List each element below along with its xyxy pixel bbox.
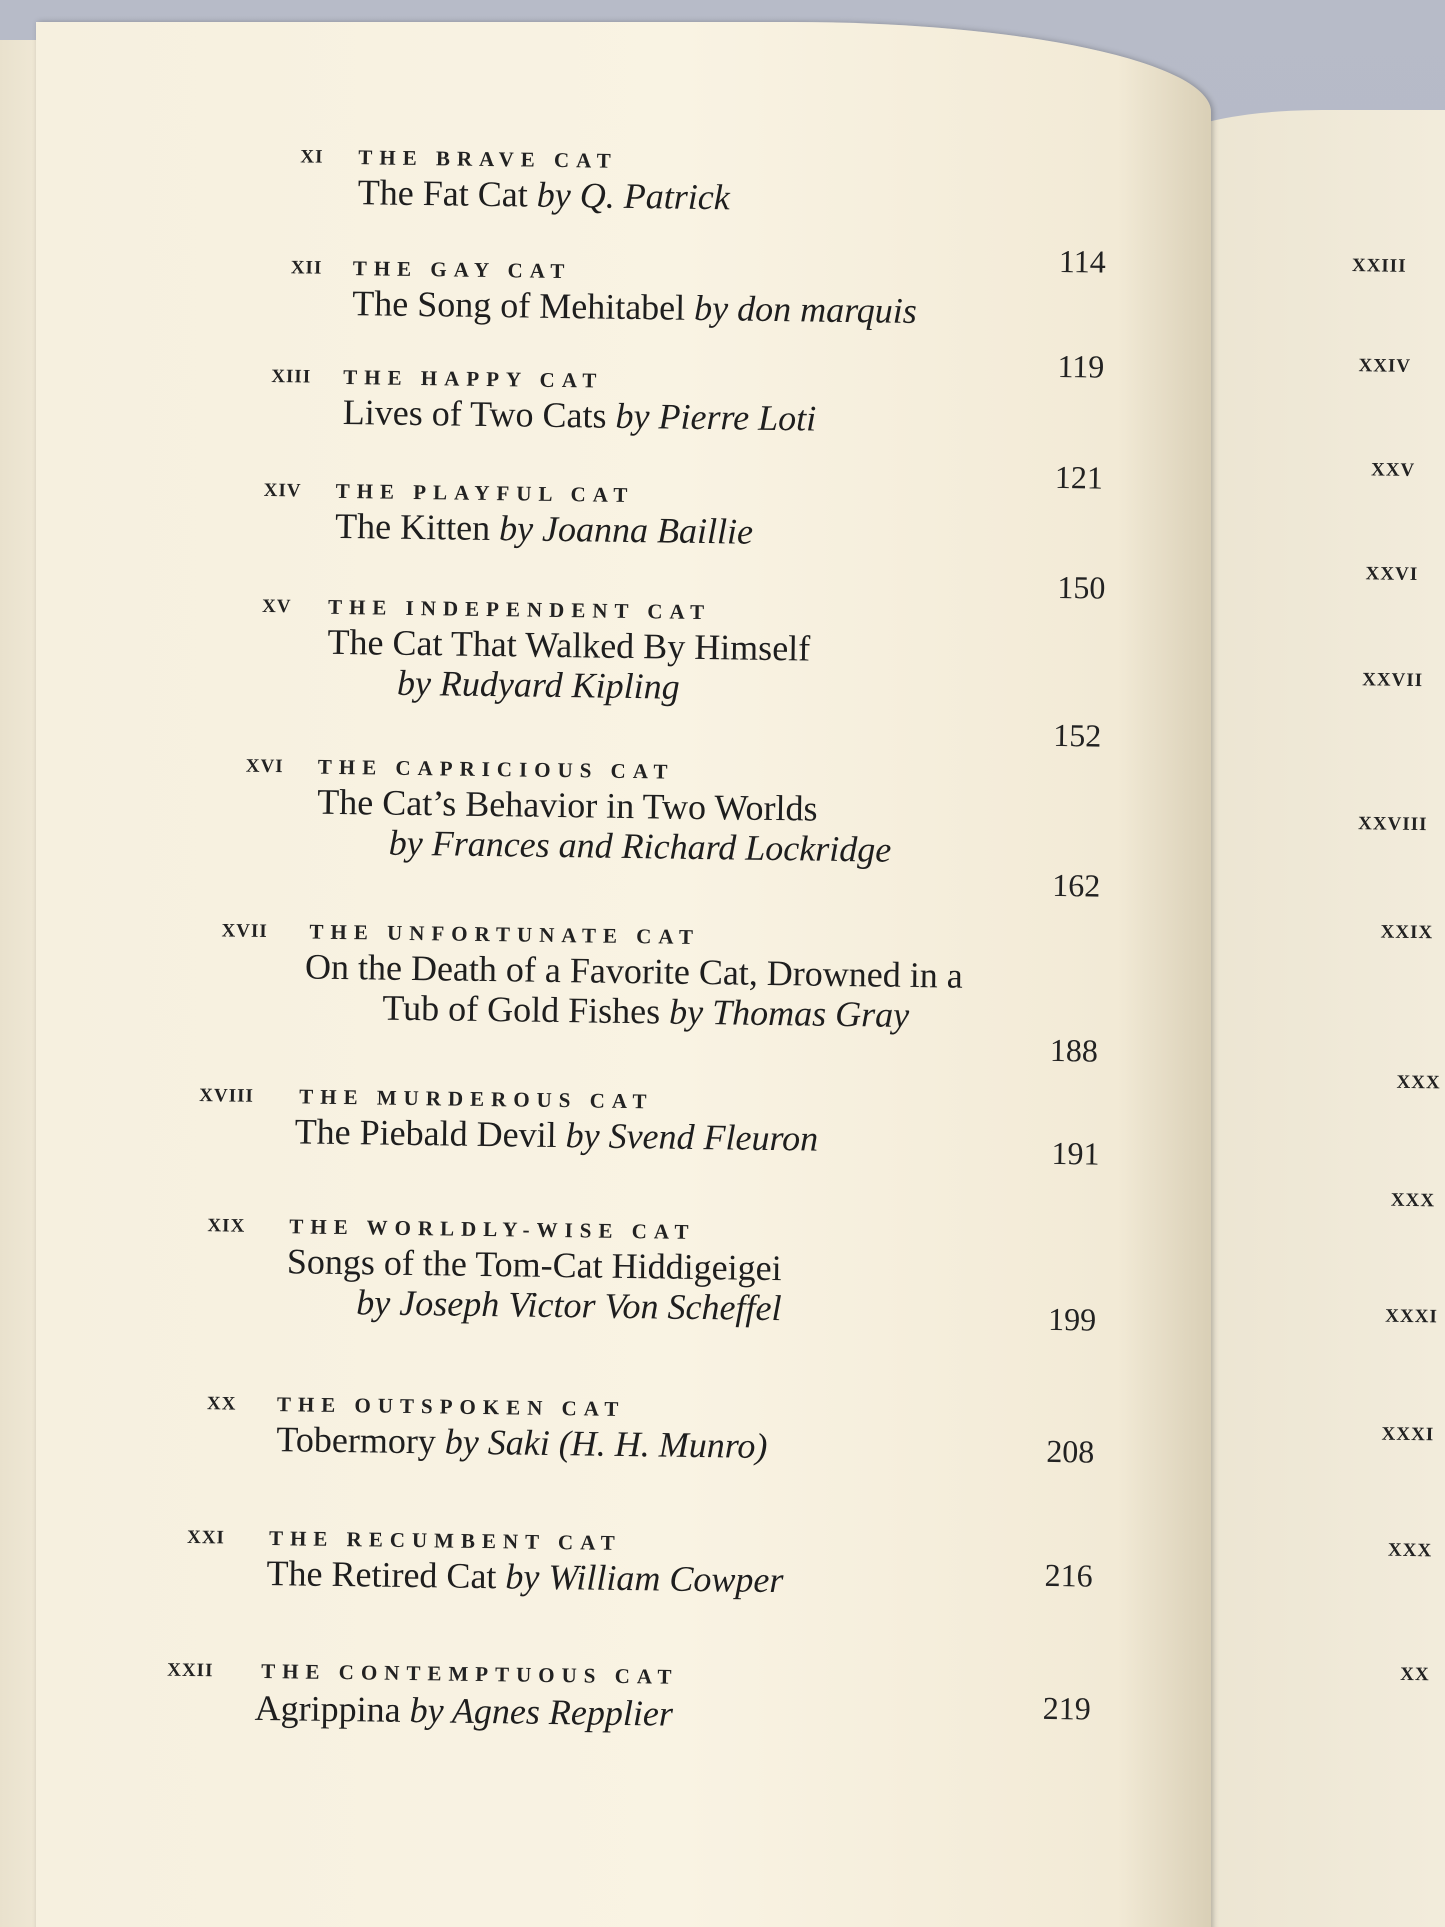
right-page-chapter-number: XXIII — [1351, 255, 1407, 277]
chapter-author: by Thomas Gray — [668, 991, 910, 1035]
right-page-chapter-number: XX — [1400, 1663, 1430, 1686]
chapter-author: by Pierre Loti — [615, 395, 817, 439]
page-number: 114 — [1058, 242, 1107, 280]
chapter-title-line-2 — [382, 987, 909, 1036]
chapter-heading: THE OUTSPOKEN CAT — [276, 1392, 626, 1422]
chapter-author: by Q. Patrick — [536, 174, 730, 218]
right-page-chapter-number: XXX — [1396, 1071, 1441, 1094]
chapter-author: by Joanna Baillie — [498, 508, 754, 552]
page-number: 216 — [1044, 1556, 1093, 1594]
right-page-chapter-number: XXX — [1390, 1189, 1436, 1212]
chapter-heading: THE BRAVE CAT — [358, 145, 618, 173]
chapter-heading: THE PLAYFUL CAT — [335, 478, 635, 508]
chapter-title: Songs of the Tom-Cat Hiddigeigei — [286, 1241, 782, 1289]
right-page-chapter-number: XXX — [1387, 1539, 1433, 1562]
chapter-title-line — [276, 1418, 768, 1467]
chapter-title: The Retired Cat — [266, 1553, 497, 1597]
chapter-title: Lives of Two Cats — [342, 391, 607, 436]
page-number: 162 — [1051, 866, 1101, 904]
chapter-heading: THE UNFORTUNATE CAT — [309, 919, 701, 950]
page-number: 152 — [1053, 716, 1102, 754]
chapter-title-line — [335, 505, 753, 553]
right-page-chapter-number: XXIV — [1358, 355, 1412, 377]
chapter-number: XI — [300, 146, 324, 168]
page-number: 150 — [1057, 568, 1106, 606]
chapter-author: by William Cowper — [505, 1556, 784, 1601]
chapter-heading: THE WORLDLY-WISE CAT — [289, 1214, 696, 1244]
right-page-chapter-number: XXXI — [1385, 1305, 1438, 1328]
chapter-title-line — [358, 171, 730, 218]
chapter-title-line — [352, 282, 917, 332]
chapter-title: Tobermory — [276, 1419, 437, 1462]
chapter-number: XXI — [186, 1526, 226, 1549]
right-page-chapter-number: XXVIII — [1357, 813, 1428, 836]
chapter-title: On the Death of a Favorite Cat, Drowned in a — [304, 946, 964, 996]
chapter-author: by Agnes Repplier — [409, 1690, 674, 1734]
page-number: 121 — [1054, 458, 1104, 496]
chapter-author-line: by Rudyard Kipling — [396, 662, 680, 707]
chapter-heading: THE GAY CAT — [352, 256, 572, 284]
chapter-author: by Svend Fleuron — [565, 1115, 819, 1159]
chapter-title: The Piebald Devil — [294, 1111, 557, 1156]
page-number: 119 — [1057, 347, 1105, 385]
chapter-heading: THE HAPPY CAT — [343, 364, 604, 393]
right-page-chapter-number: XXV — [1370, 459, 1416, 481]
right-page-chapter-number: XXVII — [1361, 669, 1424, 692]
chapter-number: XII — [290, 257, 323, 279]
chapter-heading: THE MURDEROUS CAT — [299, 1084, 654, 1114]
chapter-number: XX — [206, 1393, 237, 1415]
chapter-title-line — [294, 1110, 818, 1159]
chapter-title-continued: Tub of Gold Fishes — [382, 987, 661, 1032]
chapter-number: XVIII — [199, 1085, 254, 1107]
chapter-heading: THE CAPRICIOUS CAT — [317, 754, 675, 784]
chapter-number: XIV — [263, 479, 302, 502]
chapter-heading: THE CONTEMPTUOUS CAT — [261, 1658, 679, 1689]
chapter-heading: THE RECUMBENT CAT — [268, 1526, 622, 1555]
chapter-number: XIII — [271, 365, 312, 388]
chapter-number: XV — [261, 595, 292, 618]
chapter-title: Agrippina — [254, 1687, 401, 1730]
chapter-number: XVII — [221, 920, 268, 942]
chapter-title-line — [342, 391, 816, 440]
chapter-number: XIX — [207, 1215, 246, 1237]
page-number: 219 — [1042, 1689, 1092, 1727]
page-number: 199 — [1047, 1300, 1097, 1338]
right-page-chapter-number: XXXI — [1381, 1423, 1435, 1446]
chapter-author-line: by Frances and Richard Lockridge — [388, 822, 892, 870]
chapter-number: XVI — [245, 755, 284, 778]
chapter-title-line — [254, 1687, 673, 1735]
chapter-title: The Kitten — [334, 505, 491, 549]
chapter-title: The Song of Mehitabel — [352, 283, 686, 328]
right-page-chapter-number: XXVI — [1365, 563, 1419, 585]
chapter-number: XXII — [167, 1659, 214, 1682]
chapter-title: The Fat Cat — [357, 172, 529, 215]
page-number: 191 — [1051, 1134, 1100, 1172]
page-number: 188 — [1049, 1031, 1099, 1069]
chapter-author: by don marquis — [693, 287, 918, 331]
right-page-chapter-number: XXIX — [1380, 921, 1434, 944]
chapter-title: The Cat’s Behavior in Two Worlds — [317, 781, 818, 829]
chapter-author-line: by Joseph Victor Von Scheffel — [356, 1282, 782, 1329]
chapter-author: by Saki (H. H. Munro) — [444, 1421, 768, 1466]
chapter-title-line — [266, 1552, 783, 1601]
chapter-heading: THE INDEPENDENT CAT — [327, 594, 712, 625]
page-number: 208 — [1046, 1432, 1095, 1470]
chapter-title: The Cat That Walked By Himself — [327, 621, 811, 669]
